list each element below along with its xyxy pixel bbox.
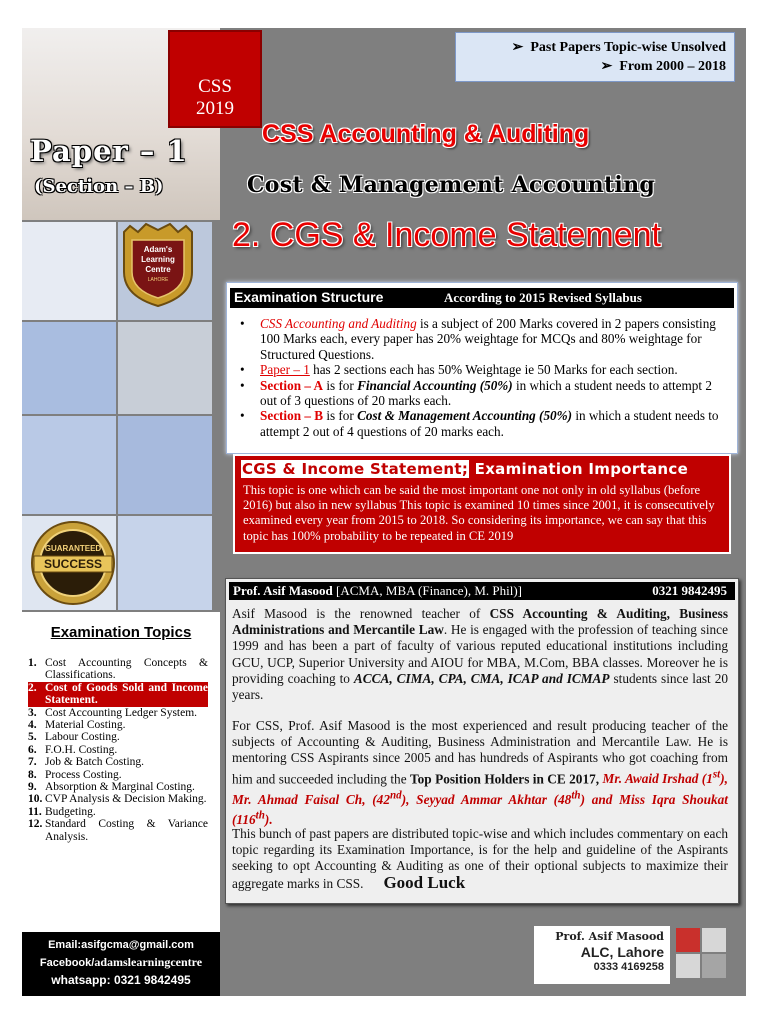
- list-item: 8. Process Costing.: [28, 768, 122, 781]
- professor-paragraph-1: Asif Masood is the renowned teacher of CSS Accounting & Auditing, Business Administrations and Mercantile Law. He is engaged with the profession of teaching since 1999 and has been a part of faculty of various reputed educational institutions including GCU, UCP, Superior University and AIOU for MBA, M.Com, BBA classes. Moreover he is providing coaching to ACCA, CIMA, CPA, CMA, ICAP and ICMAP students since last 20 years.: [232, 606, 728, 703]
- good-luck: Good Luck: [383, 872, 466, 892]
- professor-phone: 0321 9842495: [652, 583, 727, 598]
- exam-importance-title: CGS & Income Statement; Examination Importance: [242, 460, 689, 478]
- arrow-right-icon: ➢: [600, 59, 620, 74]
- main-title: CSS Accounting & Auditing: [262, 120, 590, 148]
- paper-title: Paper – 1: [30, 134, 188, 168]
- professor-paragraph-2: For CSS, Prof. Asif Masood is the most experienced and result producing teacher of the subjects of Accounting & Auditing, Business Administration and Mercantile Law. He is mentoring CSS Aspirants since 2005 and has hundreds of Aspirants who got coaching from him and succeeded including the Top Position Holders in CE 2017, Mr. Awaid Irshad (1st), Mr. Ahmad Faisal Ch, (42nd), Seyyad Ammar Akhtar (48th) and Miss Iqra Shoukat (116th).: [232, 718, 729, 828]
- topic-title: 2. CGS & Income Statement: [232, 216, 661, 254]
- professor-name-line: Prof. Asif Masood [ACMA, MBA (Finance), M. Phil)]: [233, 583, 523, 598]
- logo-line2: Learning: [141, 255, 175, 264]
- signature-phone: 0333 4169258: [593, 961, 664, 973]
- list-item-active: 2. Cost of Goods Sold and Income Statement.: [28, 681, 208, 707]
- exam-structure-list: [238, 316, 732, 439]
- signature-org: ALC, Lahore: [580, 944, 664, 960]
- exam-structure-syllabus: According to 2015 Revised Syllabus: [444, 290, 642, 305]
- logo-line4: LAHORE: [147, 277, 169, 283]
- list-item: 5. Labour Costing.: [28, 731, 120, 744]
- seal-line2: SUCCESS: [43, 557, 103, 571]
- subtitle: Cost & Management Accounting: [247, 172, 656, 198]
- contact-panel: [22, 932, 220, 996]
- logo-line1: Adam's: [143, 245, 173, 254]
- badge-year: 2019: [196, 98, 234, 119]
- topics-list: [28, 657, 208, 843]
- past-papers-line1: ➢ Past Papers Topic-wise Unsolved: [511, 40, 726, 55]
- list-item: 10. CVP Analysis & Decision Making.: [28, 793, 207, 806]
- professor-header: [229, 582, 735, 600]
- paper-section: (Section – B): [34, 176, 164, 197]
- list-item: • CSS Accounting and Auditing is a subject of 200 Marks covered in 2 papers consisting 100 Marks each, every paper has 20% weightage for MCQs and 80% weightage for Structured Questions.: [240, 316, 716, 362]
- list-item: 1. Cost Accounting Concepts & Classifications.: [28, 657, 208, 682]
- list-item: • Section – B is for Cost & Management Accounting (50%) in which a student needs to attempt 2 out of 4 questions of 20 marks each.: [240, 408, 719, 439]
- list-item: 7. Job & Batch Costing.: [28, 756, 145, 769]
- badge-css: CSS: [198, 76, 232, 97]
- css-year-badge: [168, 30, 262, 128]
- list-item: • Paper – 1 has 2 sections each has 50% Weightage ie 50 Marks for each section.: [240, 362, 678, 378]
- signature-box: [534, 926, 670, 984]
- exam-structure-header: [230, 288, 734, 308]
- list-item: • Section – A is for Financial Accounting (50%) in which a student needs to attempt 2 out of 3 questions of 20 marks each.: [240, 377, 712, 409]
- contact-email: Email:asifgcma@gmail.com: [48, 939, 194, 951]
- guaranteed-success-seal-icon: [30, 520, 116, 606]
- contact-whatsapp: whatsapp: 0321 9842495: [51, 973, 191, 987]
- list-item: 4. Material Costing.: [28, 719, 126, 732]
- exam-structure-heading: Examination Structure: [234, 289, 384, 305]
- adams-learning-centre-logo: [118, 222, 198, 308]
- seal-line1: GUARANTEED: [44, 544, 102, 553]
- list-item: 9. Absorption & Marginal Costing.: [28, 781, 195, 794]
- professor-paragraph-3: This bunch of past papers are distributed topic-wise and which includes commentary on each topic regarding its Examination Importance, is for the help and guideline of the Aspirants seeking to opt Accounting & Auditing as one of their optional subjects to maximize their aggregate marks in CSS. Good Luck: [232, 826, 728, 892]
- list-item: 6. F.O.H. Costing.: [28, 743, 118, 756]
- exam-importance-box: [233, 454, 731, 554]
- arrow-right-icon: ➢: [511, 40, 531, 55]
- list-item: 12. Standard Costing & Variance Analysis.: [28, 818, 208, 843]
- past-papers-box: [455, 32, 735, 82]
- topics-title: Examination Topics: [50, 624, 192, 641]
- list-item: 3. Cost Accounting Ledger System.: [28, 706, 198, 719]
- decorative-squares-icon: [676, 928, 728, 982]
- past-papers-line2: ➢ From 2000 – 2018: [600, 59, 726, 74]
- contact-facebook: Facebook/adamslearningcentre: [39, 955, 203, 969]
- signature-name: Prof. Asif Masood: [555, 930, 664, 943]
- logo-line3: Centre: [145, 265, 171, 274]
- list-item: 11. Budgeting.: [28, 805, 96, 818]
- exam-importance-text: This topic is one which can be said the most important one not only in old syllabus (before 2016) but also in new syllabus This topic is examined 10 times since 2001, it is consecutively examined every year from 2015 to 2018. So considering its importance, we can say that this topic has 100% probability to be repeated in CE 2019: [243, 483, 715, 543]
